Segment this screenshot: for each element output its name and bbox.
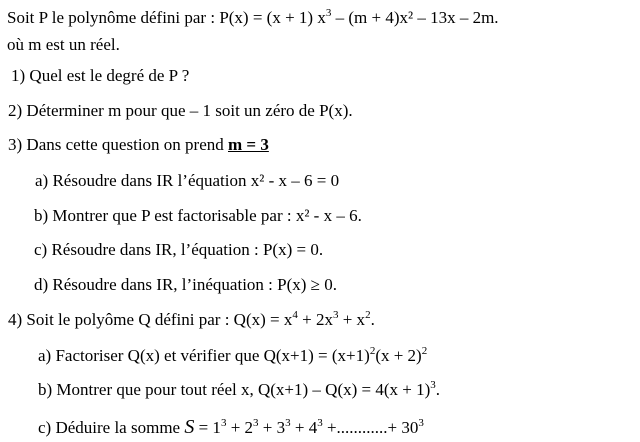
question-4a-text: a) Factoriser Q(x) et vérifier que Q(x+1) = (x+1) (38, 346, 370, 365)
intro-line-2: où m est un réel. (7, 35, 120, 54)
exponent: 3 (317, 417, 323, 429)
exponent: 3 (285, 417, 291, 429)
question-4-text: + 2x (297, 310, 333, 329)
question-4b-text: b) Montrer que pour tout réel x, Q(x+1) – Q(x) = 4(x + 1) (38, 380, 431, 399)
question-3b: b) Montrer que P est factorisable par : x² - x – 6. (34, 206, 362, 225)
exponent: 2 (421, 345, 428, 357)
exponent: 3 (430, 379, 436, 391)
question-3 (8, 135, 269, 155)
question-1: 1) Quel est le degré de P ? (11, 66, 190, 85)
question-4 (8, 310, 375, 330)
exponent: 3 (220, 417, 227, 429)
question-3-text: 3) Dans cette question on prend (8, 135, 228, 154)
question-3c: c) Résoudre dans IR, l’équation : P(x) = 0. (34, 240, 324, 259)
question-4-text: . (370, 310, 375, 329)
question-4c-label: c) Déduire la somme (38, 418, 185, 437)
exponent: 2 (365, 309, 371, 321)
sum-expression: + 3 (258, 418, 286, 437)
exponent: 4 (292, 309, 298, 321)
question-4b-text: . (435, 380, 441, 399)
sum-expression: + 2 (226, 418, 254, 437)
exponent: 3 (253, 417, 259, 429)
intro-line-1 (7, 8, 499, 28)
exponent: 2 (369, 345, 376, 357)
question-4a (38, 346, 427, 366)
exponent: 3 (418, 417, 424, 429)
sum-symbol: S (184, 416, 195, 438)
sum-expression: = 1 (194, 418, 221, 437)
question-3a: a) Résoudre dans IR l’équation x² - x – 6 = 0 (35, 171, 340, 190)
intro-line-1-text: Soit P le polynôme défini par : P(x) = (x + 1) x (7, 8, 326, 27)
question-4c (38, 417, 424, 438)
sum-expression: +............+ 30 (322, 418, 419, 437)
sum-expression: + 4 (290, 418, 318, 437)
question-2: 2) Déterminer m pour que – 1 soit un zéro de P(x). (8, 101, 353, 120)
question-4a-text: (x + 2) (375, 346, 422, 365)
question-4-text: 4) Soit le polyôme Q défini par : Q(x) = x (8, 310, 293, 329)
question-4-text: + x (338, 310, 366, 329)
question-3d: d) Résoudre dans IR, l’inéquation : P(x) ≥ 0. (34, 275, 338, 294)
question-4b (38, 380, 440, 400)
question-3-emphasis: m = 3 (228, 135, 269, 154)
exponent: 3 (332, 309, 339, 321)
exponent: 3 (325, 7, 332, 19)
intro-line-1-tail: – (m + 4)x² – 13x – 2m. (331, 8, 499, 27)
